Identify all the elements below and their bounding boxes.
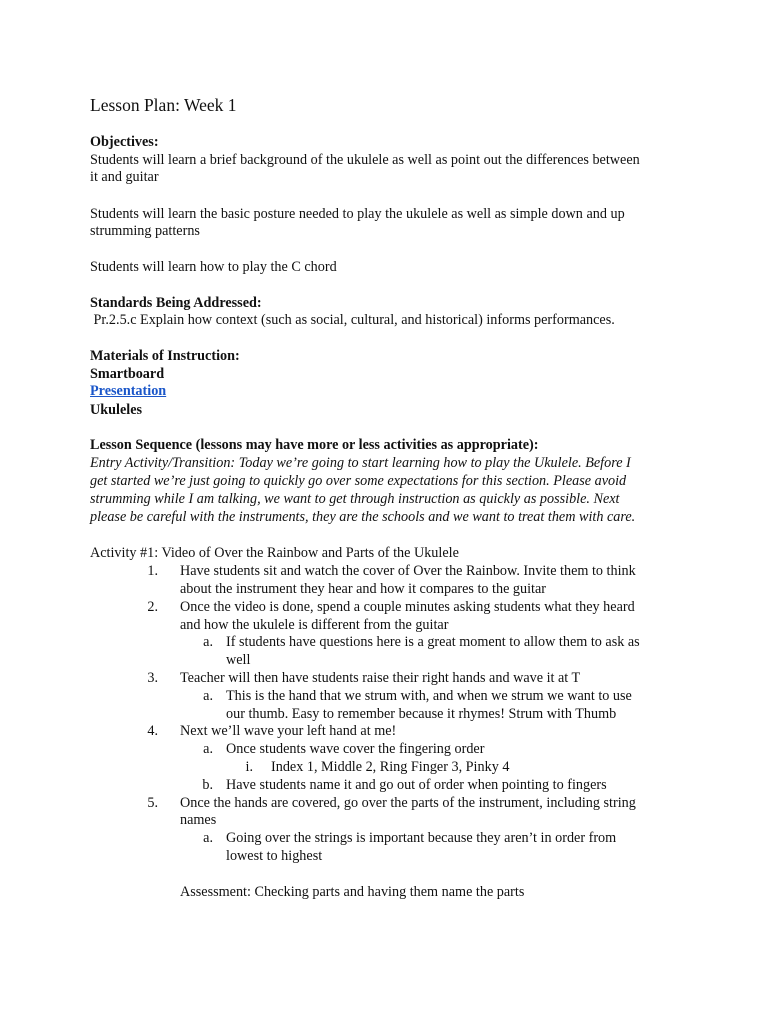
list-marker: a.: [203, 688, 213, 704]
list-marker: 4.: [147, 723, 158, 739]
objective-1-line-1: Students will learn a brief background of the ukulele as well as point out the differences between: [90, 152, 640, 168]
list-item-line: our thumb. Easy to remember because it rhymes! Strum with Thumb: [226, 706, 617, 722]
entry-activity-line-3: strumming while I am talking, we want to get through instruction as quickly as possible. Next: [90, 491, 620, 507]
objective-1-line-2: it and guitar: [90, 169, 159, 185]
assessment-text: Assessment: Checking parts and having them name the parts: [180, 884, 525, 900]
entry-activity-line-4: please be careful with the instruments, they are the schools and we want to treat them with care.: [90, 509, 636, 525]
list-marker: 5.: [147, 795, 158, 811]
list-item-line: Once the video is done, spend a couple minutes asking students what they heard: [180, 599, 635, 615]
list-item-line: Next we’ll wave your left hand at me!: [180, 723, 397, 739]
list-item-line: about the instrument they hear and how it compares to the guitar: [180, 581, 547, 597]
list-marker: 1.: [147, 563, 158, 579]
objective-2-line-2: strumming patterns: [90, 223, 200, 239]
list-marker: 2.: [147, 599, 158, 615]
standards-heading: Standards Being Addressed:: [90, 295, 262, 311]
objectives-heading: Objectives:: [90, 134, 159, 150]
objective-3: Students will learn how to play the C chord: [90, 259, 337, 275]
entry-activity-line-2: get started we’re just going to quickly go over some expectations for this section. Please avoid: [90, 473, 627, 489]
presentation-link[interactable]: Presentation: [90, 383, 167, 399]
list-item-line: lowest to highest: [226, 848, 323, 864]
list-item-line: Have students name it and go out of order when pointing to fingers: [226, 777, 607, 793]
standards-text: Pr.2.5.c Explain how context (such as social, cultural, and historical) informs performances.: [90, 312, 615, 328]
list-marker: a.: [203, 830, 213, 846]
list-item-line: Teacher will then have students raise their right hands and wave it at T: [180, 670, 581, 686]
list-item-line: and how the ukulele is different from the guitar: [180, 617, 449, 633]
entry-activity-line-1: Entry Activity/Transition: Today we’re going to start learning how to play the Ukulele. Before I: [90, 455, 631, 471]
list-item-line: well: [226, 652, 251, 668]
list-marker: a.: [203, 741, 213, 757]
list-marker: i.: [245, 759, 253, 775]
list-item-line: Once the hands are covered, go over the parts of the instrument, including string: [180, 795, 636, 811]
sequence-heading: Lesson Sequence (lessons may have more or less activities as appropriate):: [90, 437, 539, 453]
objective-2-line-1: Students will learn the basic posture needed to play the ukulele as well as simple down and up: [90, 206, 625, 222]
material-smartboard: Smartboard: [90, 366, 165, 382]
list-item-line: If students have questions here is a great moment to allow them to ask as: [226, 634, 640, 650]
activity-heading: Activity #1: Video of Over the Rainbow and Parts of the Ukulele: [90, 545, 459, 561]
list-marker: 3.: [147, 670, 158, 686]
material-ukuleles: Ukuleles: [90, 402, 143, 418]
list-item-line: Index 1, Middle 2, Ring Finger 3, Pinky 4: [271, 759, 510, 775]
list-item-line: names: [180, 812, 217, 828]
list-item-line: Going over the strings is important because they aren’t in order from: [226, 830, 617, 846]
list-item-line: Have students sit and watch the cover of Over the Rainbow. Invite them to think: [180, 563, 636, 579]
list-marker: a.: [203, 634, 213, 650]
list-item-line: This is the hand that we strum with, and when we strum we want to use: [226, 688, 632, 704]
page-title: Lesson Plan: Week 1: [90, 95, 237, 115]
list-marker: b.: [202, 777, 213, 793]
materials-heading: Materials of Instruction:: [90, 348, 240, 364]
list-item-line: Once students wave cover the fingering order: [226, 741, 485, 757]
